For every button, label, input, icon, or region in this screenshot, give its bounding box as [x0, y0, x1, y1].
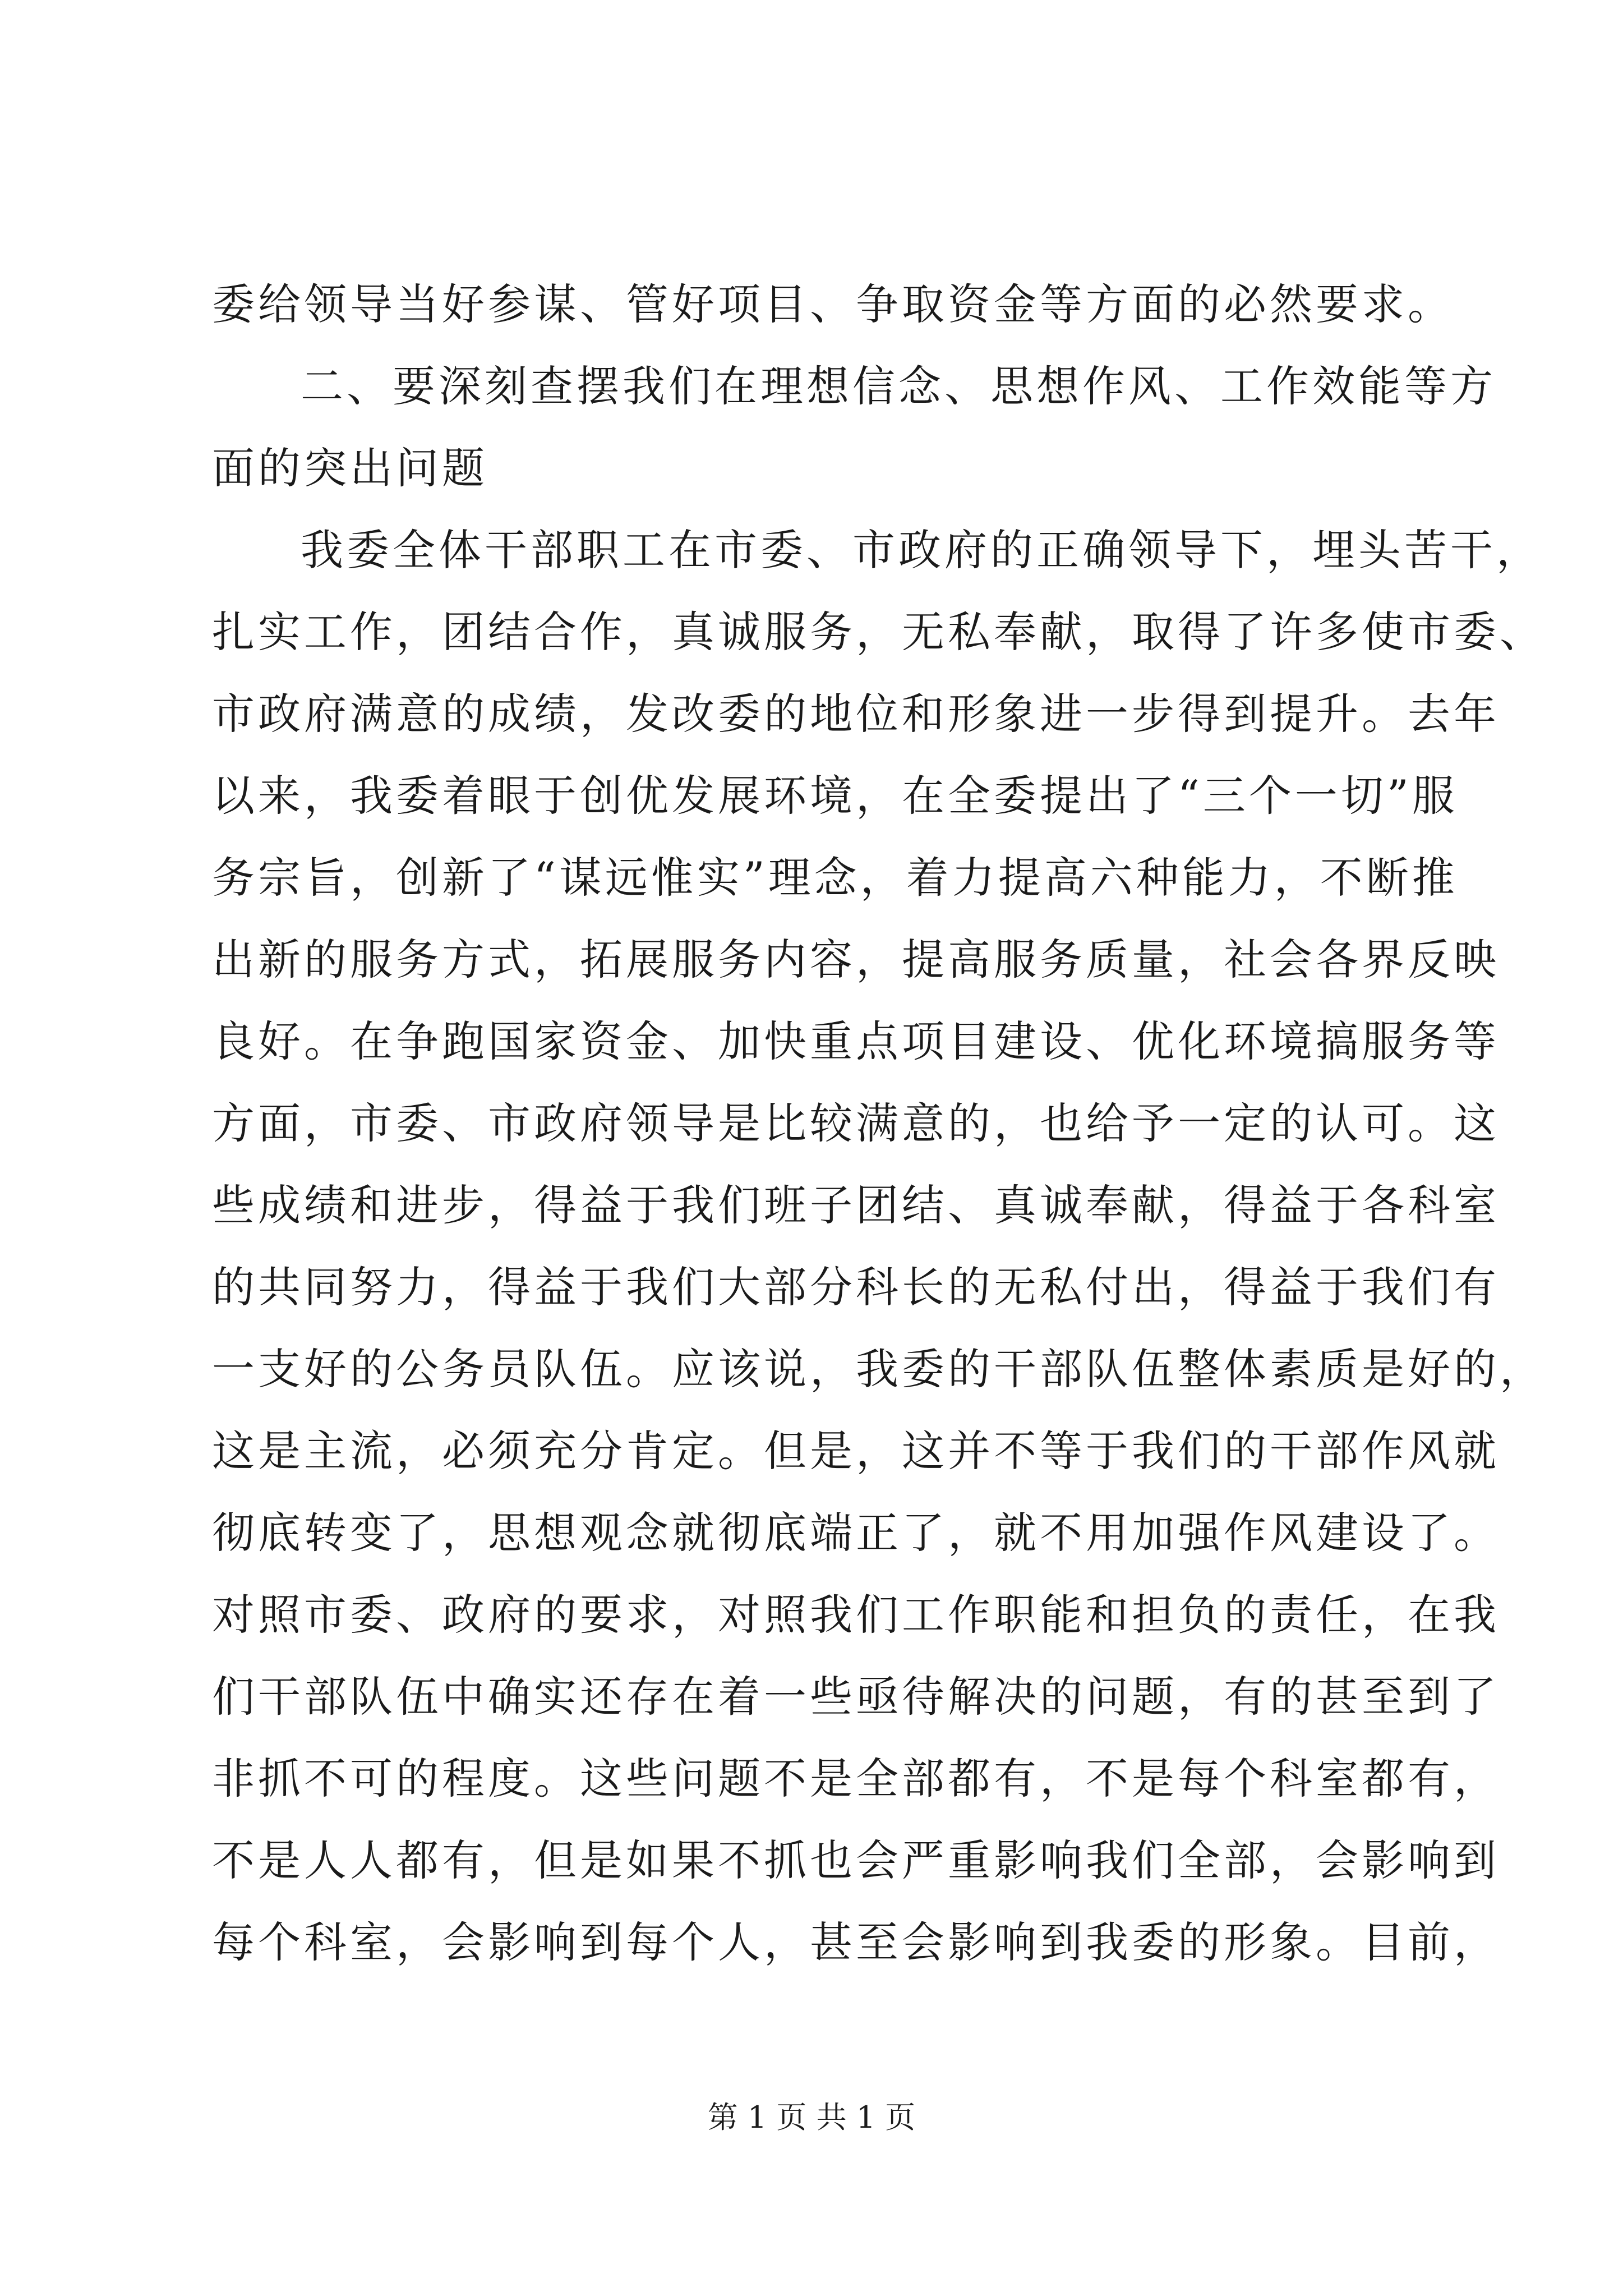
text-line: 委给领导当好参谋、管好项目、争取资金等方面的必然要求。 — [212, 279, 1454, 329]
section-heading-line: 面的突出问题 — [212, 443, 488, 493]
text-line: 非抓不可的程度。这些问题不是全部都有，不是每个科室都有， — [212, 1754, 1500, 1803]
text-line: 我委全体干部职工在市委、市政府的正确领导下，埋头苦干， — [301, 525, 1542, 575]
text-line: 一支好的公务员队伍。应该说，我委的干部队伍整体素质是好的， — [212, 1344, 1546, 1394]
text-line: 不是人人都有，但是如果不抓也会严重影响我们全部，会影响到 — [212, 1835, 1500, 1885]
text-line: 些成绩和进步，得益于我们班子团结、真诚奉献，得益于各科室 — [212, 1180, 1500, 1230]
text-line: 们干部队伍中确实还存在着一些亟待解决的问题，有的甚至到了 — [212, 1672, 1500, 1722]
text-line: 良好。在争跑国家资金、加快重点项目建设、优化环境搞服务等 — [212, 1016, 1500, 1066]
text-line: 扎实工作，团结合作，真诚服务，无私奉献，取得了许多使市委、 — [212, 607, 1546, 657]
text-line: 出新的服务方式，拓展服务内容，提高服务质量，社会各界反映 — [212, 935, 1500, 984]
text-line: 每个科室，会影响到每个人，甚至会影响到我委的形象。目前， — [212, 1917, 1500, 1967]
section-heading-line: 二、要深刻查摆我们在理想信念、思想作风、工作效能等方 — [301, 361, 1496, 411]
text-line: 这是主流，必须充分肯定。但是，这并不等于我们的干部作风就 — [212, 1426, 1500, 1476]
text-line: 务宗旨，创新了“谋远惟实”理念，着力提高六种能力，不断推 — [212, 853, 1458, 903]
page-number-footer: 第 1 页 共 1 页 — [707, 2100, 916, 2135]
text-line: 的共同努力，得益于我们大部分科长的无私付出，得益于我们有 — [212, 1262, 1500, 1312]
text-line: 以来，我委着眼于创优发展环境，在全委提出了“三个一切”服 — [212, 771, 1458, 821]
text-line: 市政府满意的成绩，发改委的地位和形象进一步得到提升。去年 — [212, 689, 1500, 739]
text-line: 彻底转变了，思想观念就彻底端正了，就不用加强作风建设了。 — [212, 1508, 1500, 1558]
text-line: 对照市委、政府的要求，对照我们工作职能和担负的责任，在我 — [212, 1590, 1500, 1640]
document-body — [212, 264, 1546, 1984]
text-line: 方面，市委、市政府领导是比较满意的，也给予一定的认可。这 — [212, 1098, 1500, 1148]
